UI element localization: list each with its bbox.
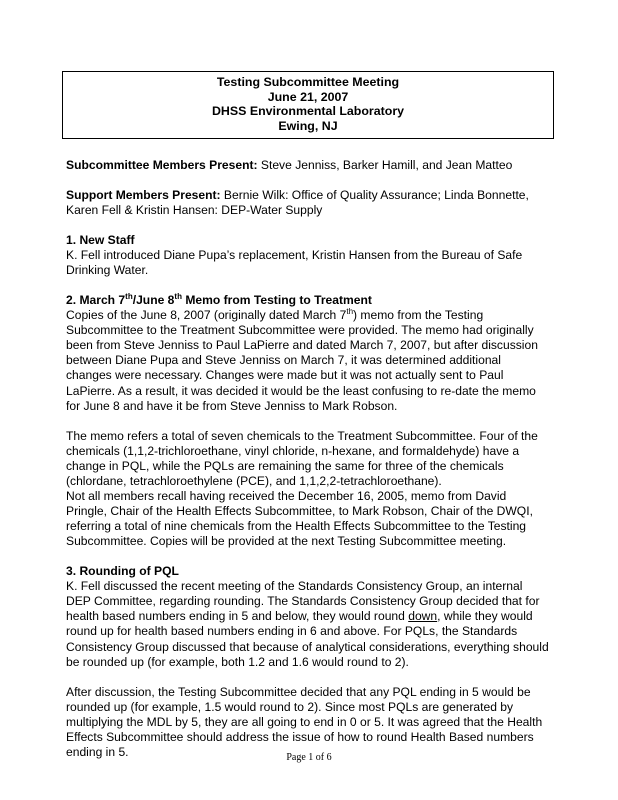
section-2-line: changes were necessary. Changes were made but it was not actually sent to Paul [66, 368, 504, 383]
underlined-word: down [408, 609, 438, 624]
section-3-line: ending in 5. [66, 744, 129, 759]
heading-sup: th [174, 291, 182, 301]
section-3-line: Consistency Group discussed that because of analytical considerations, everything should [66, 639, 549, 654]
section-3-line: Effects Subcommittee should address the issue of how to round Health Based numbers [66, 729, 534, 744]
support-present [66, 188, 562, 203]
section-2-line: between Diane Pupa and Steve Jenniss on March 7, it was determined additional [66, 353, 501, 368]
members-text: Steve Jenniss, Barker Hamill, and Jean Matteo [257, 158, 513, 172]
heading-sup: th [125, 291, 133, 301]
section-2-line [66, 308, 562, 323]
support-text-1: Bernie Wilk: Office of Quality Assurance; Linda Bonnette, [220, 187, 529, 202]
members-present [66, 158, 562, 173]
section-2-line: Not all members recall having received the December 16, 2005, memo from David [66, 488, 507, 503]
text-part: ) memo from the Testing [353, 308, 484, 323]
heading-part: Memo from Testing to Treatment [181, 292, 372, 307]
section-1-heading: 1. New Staff [66, 232, 135, 247]
meeting-title: Testing Subcommittee Meeting [216, 75, 400, 89]
meeting-header-box [62, 71, 554, 139]
section-3-line: DEP Committee, regarding rounding. The Standards Consistency Group decided that for [66, 594, 540, 609]
members-label: Subcommittee Members Present: [66, 158, 258, 172]
document-body [66, 158, 562, 760]
section-3-line: multiplying the MDL by 5, they are all going to end in 0 or 5. It was agreed that the Health [66, 714, 543, 729]
section-2-line: change in PQL, while the PQLs are remaining the same for three of the chemicals [66, 458, 504, 473]
section-2-line: been from Steve Jenniss to Paul LaPierre and dated March 7, 2007, but after discussion [66, 338, 538, 353]
section-2-line: (chlordane, tetrachloroethylene (PCE), and 1,1,2,2-tetrachloroethane). [66, 473, 442, 488]
section-2-line: LaPierre. As a result, it was decided it would be the least confusing to re-date the memo [66, 383, 536, 398]
meeting-date: June 21, 2007 [267, 89, 349, 104]
section-2-line: Subcommittee to the Treatment Subcommittee were provided. The memo had originally [66, 323, 534, 338]
section-3-line [66, 609, 562, 624]
section-3-line: rounded up (for example, 1.5 would round to 2). Since most PQLs are generated by [66, 699, 514, 714]
meeting-location: Ewing, NJ [278, 118, 338, 133]
section-2-heading [66, 293, 562, 308]
section-1-line: Drinking Water. [66, 263, 149, 278]
section-2-line: Subcommittee. Copies will be provided at the next Testing Subcommittee meeting. [66, 534, 507, 549]
section-3-line: round up for health based numbers ending in 6 and above. For PQLs, the Standards [66, 624, 518, 639]
heading-part: 2. March 7 [66, 292, 126, 307]
support-label: Support Members Present: [66, 187, 221, 202]
meeting-organization: DHSS Environmental Laboratory [211, 104, 405, 118]
section-3-line: K. Fell discussed the recent meeting of the Standards Consistency Group, an internal [66, 579, 523, 594]
section-3-line: be rounded up (for example, both 1.2 and 1.6 would round to 2). [66, 654, 409, 669]
text-part: , while they would [437, 609, 533, 624]
section-2-line: referring a total of nine chemicals from the Health Effects Subcommittee to the Testing [66, 519, 527, 534]
section-3-line: After discussion, the Testing Subcommittee decided that any PQL ending in 5 would be [66, 684, 531, 699]
section-1-line: K. Fell introduced Diane Pupa’s replacement, Kristin Hansen from the Bureau of Safe [66, 247, 523, 262]
text-part: health based numbers ending in 5 and below, they would round [66, 609, 409, 624]
heading-part: /June 8 [132, 292, 175, 307]
support-text-2: Karen Fell & Kristin Hansen: DEP-Water Supply [66, 202, 323, 217]
section-2-line: Pringle, Chair of the Health Effects Subcommittee, to Mark Robson, Chair of the DWQI, [66, 503, 533, 518]
section-2-line: chemicals (1,1,2-trichloroethane, vinyl chloride, n-hexane, and formaldehyde) have a [66, 443, 520, 458]
text-sup: th [346, 307, 354, 317]
section-2-line: The memo refers a total of seven chemicals to the Treatment Subcommittee. Four of the [66, 428, 538, 443]
section-2-line: for June 8 and have it be from Steve Jenniss to Mark Robson. [66, 398, 398, 413]
text-part: Copies of the June 8, 2007 (originally dated March 7 [66, 308, 347, 323]
section-3-heading: 3. Rounding of PQL [66, 564, 179, 579]
page-number: Page 1 of 6 [286, 752, 332, 763]
